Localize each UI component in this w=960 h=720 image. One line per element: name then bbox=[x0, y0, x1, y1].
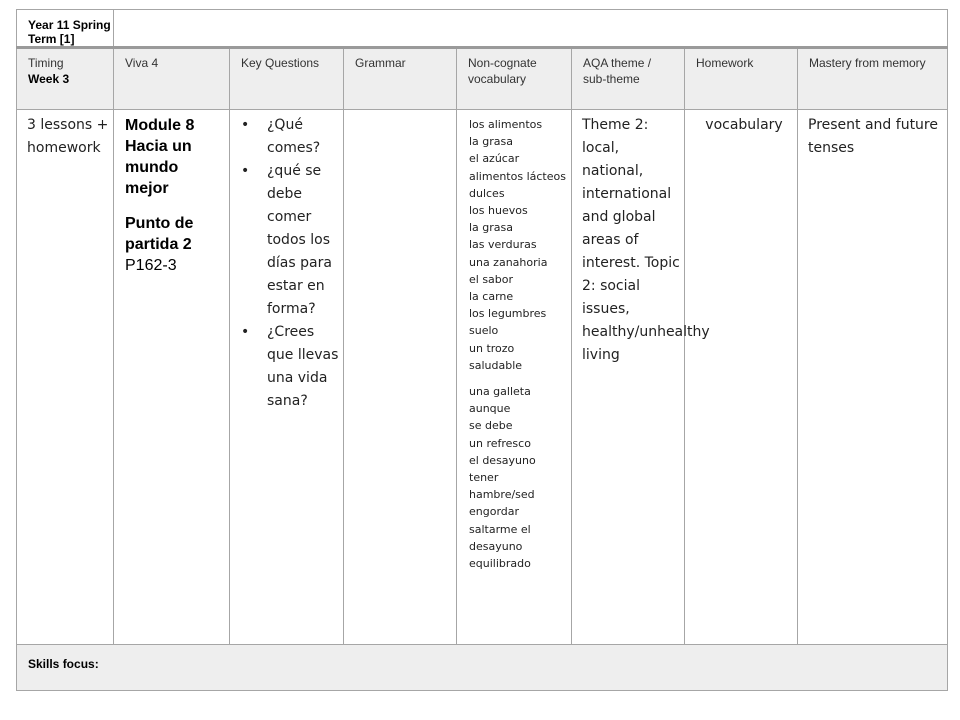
key-questions-cell bbox=[230, 110, 344, 645]
vocabulary-word: el azúcar bbox=[469, 152, 520, 166]
vocabulary-group-2 bbox=[469, 383, 567, 572]
vocabulary-word: un refresco bbox=[469, 436, 531, 450]
header-timing bbox=[17, 48, 114, 110]
module-cell bbox=[114, 110, 230, 645]
vocabulary-word: las verduras bbox=[469, 238, 537, 252]
skills-focus-label: Skills focus: bbox=[17, 645, 948, 691]
vocabulary-word: los alimentos bbox=[469, 118, 543, 131]
vocabulary-word: la grasa bbox=[469, 135, 514, 149]
vocabulary-word: una zanahoria bbox=[469, 255, 548, 269]
mastery-cell: Present and future tenses bbox=[798, 110, 948, 645]
vocabulary-word: una galleta bbox=[469, 385, 531, 399]
module-pages: P162-3 bbox=[125, 257, 177, 274]
header-aqa-theme: AQA theme / sub-theme bbox=[572, 48, 685, 110]
vocabulary-word: los legumbres bbox=[469, 307, 547, 321]
module-subtitle: Punto de partida 2 bbox=[125, 215, 194, 253]
vocabulary-word: los huevos bbox=[469, 204, 528, 218]
content-row bbox=[17, 110, 948, 645]
title-empty-cell bbox=[114, 10, 948, 48]
vocabulary-cell bbox=[457, 110, 572, 645]
term-plan-table bbox=[16, 9, 948, 691]
header-non-cognate: Non-cognate vocabulary bbox=[457, 48, 572, 110]
vocabulary-word: tener hambre/sed bbox=[469, 471, 535, 502]
module-title: Module 8 Hacia un mundo mejor bbox=[125, 117, 195, 197]
key-question-item: • ¿Qué comes? bbox=[267, 114, 339, 160]
homework-cell: vocabulary bbox=[685, 110, 798, 645]
vocabulary-word: el sabor bbox=[469, 272, 514, 286]
vocabulary-word: saludable bbox=[469, 358, 523, 372]
header-homework: Homework bbox=[685, 48, 798, 110]
key-question-item: • ¿qué se debe comer todos los días para estar en forma? bbox=[267, 160, 339, 321]
vocabulary-word: la carne bbox=[469, 290, 514, 304]
vocabulary-word: aunque bbox=[469, 402, 511, 416]
vocabulary-word: la grasa bbox=[469, 221, 514, 235]
header-week: Week 3 bbox=[28, 72, 70, 86]
key-questions-list bbox=[230, 114, 339, 413]
header-mastery: Mastery from memory bbox=[798, 48, 948, 110]
vocabulary-group-1 bbox=[469, 116, 567, 374]
header-row bbox=[17, 48, 948, 110]
grammar-cell bbox=[344, 110, 457, 645]
vocabulary-word: alimentos lácteos bbox=[469, 169, 566, 183]
header-viva: Viva 4 bbox=[114, 48, 230, 110]
header-grammar: Grammar bbox=[344, 48, 457, 110]
vocabulary-word: equilibrado bbox=[469, 557, 531, 571]
vocabulary-word: saltarme el desayuno bbox=[469, 522, 531, 553]
vocabulary-word: el desayuno bbox=[469, 453, 536, 467]
timing-cell: 3 lessons + homework bbox=[17, 110, 114, 645]
vocabulary-word: se debe bbox=[469, 419, 513, 433]
term-title: Year 11 Spring Term [1] bbox=[17, 10, 114, 48]
vocabulary-word: suelo bbox=[469, 324, 499, 338]
aqa-theme-cell: Theme 2: local, national, international and global areas of interest. Topic 2: social issues, healthy/unhealthy living bbox=[572, 110, 685, 645]
header-key-questions: Key Questions bbox=[230, 48, 344, 110]
vocabulary-word: dulces bbox=[469, 186, 505, 200]
skills-row bbox=[17, 645, 948, 691]
key-question-item: • ¿Crees que llevas una vida sana? bbox=[267, 321, 339, 413]
vocabulary-word: engordar bbox=[469, 505, 520, 519]
title-row bbox=[17, 10, 948, 48]
vocabulary-word: un trozo bbox=[469, 341, 515, 355]
header-timing-label: Timing bbox=[28, 56, 64, 70]
